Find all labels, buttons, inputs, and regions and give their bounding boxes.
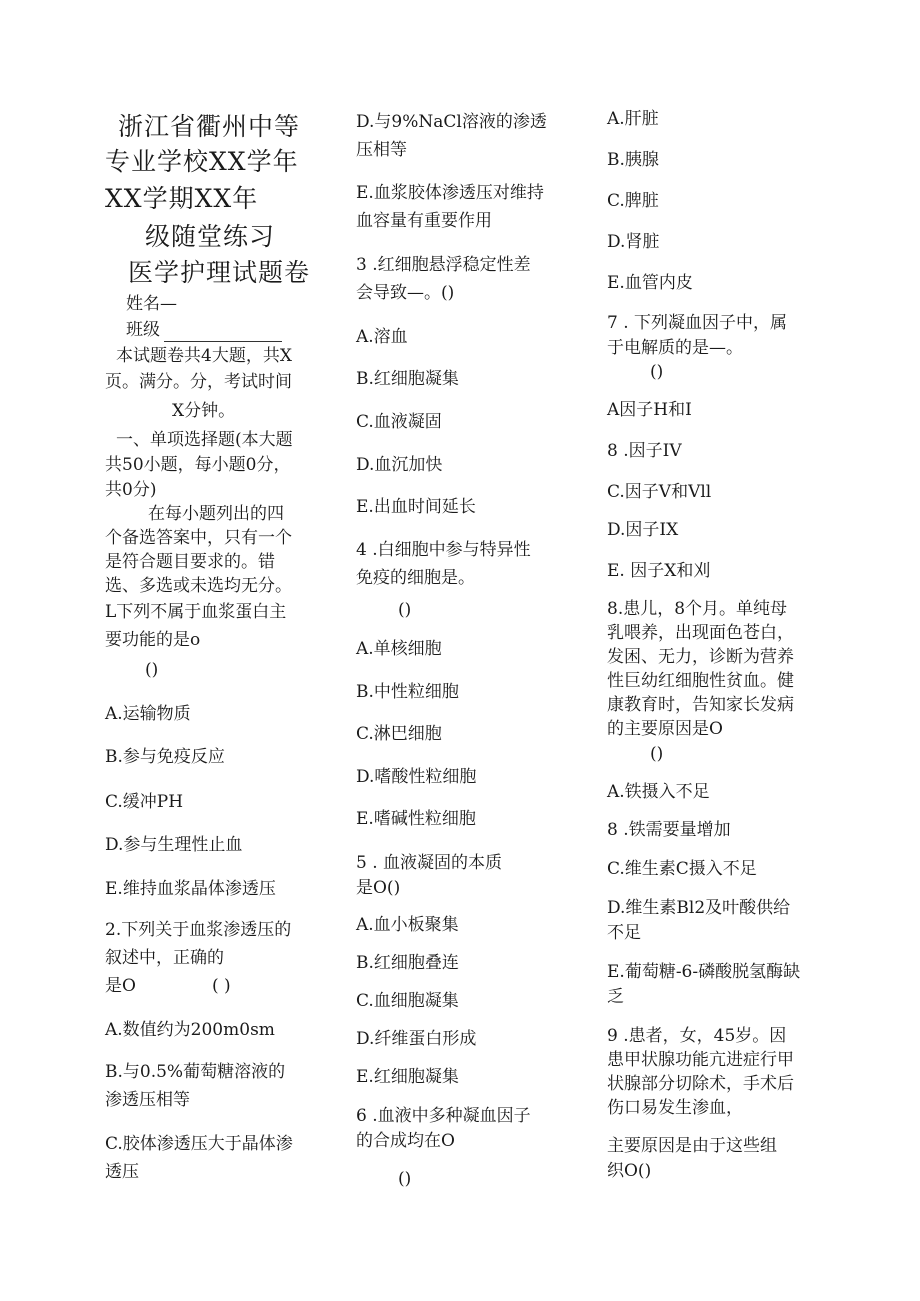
section1-heading-line-1: 一、单项选择题(本大题 — [116, 430, 293, 450]
q3-option-c: C.血液凝固 — [356, 412, 442, 432]
q2-option-b-line-2: 渗透压相等 — [105, 1090, 190, 1110]
q6-option-d: D.肾脏 — [607, 232, 660, 252]
q4-option-d: D.嗜酸性粒细胞 — [356, 767, 477, 787]
q4-option-a: A.单核细胞 — [356, 639, 442, 659]
q6-option-b: B.胰腺 — [607, 150, 659, 170]
q2-option-a: A.数值约为200m0sm — [105, 1020, 275, 1040]
title-line-4: 级随堂练习 — [145, 222, 276, 251]
section1-heading-line-2: 共50小题，每小题0分， — [105, 455, 291, 475]
q7-option-b: 8 .因子IV — [607, 441, 682, 461]
q3-option-d: D.血沉加快 — [356, 455, 443, 475]
q2-option-d-line-1: D.与9%NaCl溶液的渗透 — [356, 112, 547, 132]
q7-option-a: A因子H和I — [607, 400, 692, 420]
instructions-line-2: 个备选答案中，只有一个 — [105, 528, 292, 548]
q2-option-c-line-2: 透压 — [105, 1162, 139, 1182]
q1-option-c: C.缓冲PH — [105, 792, 184, 812]
q9-stem-line-2: 患甲状腺功能亢进症行甲 — [607, 1050, 794, 1070]
exam-info-line-3: X分钟。 — [172, 401, 236, 421]
q6-option-a: A.肝脏 — [607, 109, 659, 129]
q4-stem-line-2: 免疫的细胞是。 — [356, 568, 475, 588]
class-label: 班级 — [126, 320, 160, 340]
q9-stem-line-5: 主要原因是由于这些组 — [607, 1136, 777, 1156]
q7-answer-paren: () — [650, 362, 664, 382]
q8-option-b: 8 .铁需要量增加 — [607, 820, 731, 840]
q5-option-a: A.血小板聚集 — [356, 915, 459, 935]
q8-option-a: A.铁摄入不足 — [607, 782, 710, 802]
q5-stem-line-1: 5 . 血液凝固的本质 — [356, 853, 503, 873]
q8-stem-line-6: 的主要原因是O — [607, 719, 723, 739]
instructions-line-4: 选、多选或未选均无分。 — [105, 576, 292, 596]
q5-option-e: E.红细胞凝集 — [356, 1067, 459, 1087]
exam-info-line-1: 本试题卷共4大题，共X — [116, 346, 292, 366]
name-label: 姓名— — [126, 294, 177, 314]
section1-heading-line-3: 共0分) — [105, 480, 157, 500]
class-blank — [164, 323, 282, 342]
q9-stem-line-4: 伤口易发生渗血， — [607, 1098, 743, 1118]
q2-option-b-line-1: B.与0.5%葡萄糖溶液的 — [105, 1062, 286, 1082]
q6-option-e: E.血管内皮 — [607, 273, 693, 293]
q2-stem-line-1: 2.下列关于血浆渗透压的 — [105, 920, 292, 940]
q9-stem-line-3: 状腺部分切除术，手术后 — [607, 1074, 794, 1094]
q8-option-c: C.维生素C摄入不足 — [607, 859, 757, 879]
q8-option-d-line-2: 不足 — [607, 923, 641, 943]
q5-option-d: D.纤维蛋白形成 — [356, 1029, 477, 1049]
q8-option-e-line-1: E.葡萄糖-6-磷酸脱氢酶缺 — [607, 962, 801, 982]
q8-option-e-line-2: 乏 — [607, 987, 624, 1007]
q4-answer-paren: () — [398, 600, 412, 620]
exam-info-line-2: 页。满分。分，考试时间 — [105, 372, 292, 392]
q7-option-e: E. 因子X和刈 — [607, 561, 711, 581]
q7-stem-line-1: 7 . 下列凝血因子中，属 — [607, 313, 788, 333]
q8-stem-line-1: 8.患儿，8个月。单纯母 — [607, 599, 788, 619]
q6-stem-line-1: 6 .血液中多种凝血因子 — [356, 1106, 531, 1126]
q8-answer-paren: () — [650, 744, 664, 764]
q3-stem-line-1: 3 .红细胞悬浮稳定性差 — [356, 255, 531, 275]
q7-option-c: C.因子V和Vll — [607, 482, 712, 502]
q6-answer-paren: () — [398, 1169, 412, 1189]
q1-option-b: B.参与免疫反应 — [105, 747, 225, 767]
instructions-line-3: 是符合题目要求的。错 — [105, 552, 275, 572]
q3-stem-line-2: 会导致—。() — [356, 283, 455, 303]
q5-option-c: C.血细胞凝集 — [356, 991, 459, 1011]
q8-stem-line-2: 乳喂养，出现面色苍白， — [607, 623, 794, 643]
q8-stem-line-5: 康教育时，告知家长发病 — [607, 695, 794, 715]
title-line-2: 专业学校XX学年 — [105, 147, 299, 176]
q1-option-d: D.参与生理性止血 — [105, 835, 243, 855]
q2-option-e-line-2: 血容量有重要作用 — [356, 211, 492, 231]
q9-stem-line-1: 9 .患者，女，45岁。因 — [607, 1026, 787, 1046]
title-line-1: 浙江省衢州中等 — [118, 112, 301, 141]
q4-option-b: B.中性粒细胞 — [356, 682, 459, 702]
q2-option-c-line-1: C.胶体渗透压大于晶体渗 — [105, 1134, 293, 1154]
q2-answer-paren: ( ) — [212, 976, 231, 996]
q4-option-c: C.淋巴细胞 — [356, 724, 442, 744]
q2-option-d-line-2: 压相等 — [356, 140, 407, 160]
q2-stem-line-3: 是O — [105, 976, 136, 996]
q1-answer-paren: () — [145, 660, 159, 680]
q4-stem-line-1: 4 .白细胞中参与特异性 — [356, 540, 531, 560]
q8-option-d-line-1: D.维生素Bl2及叶酸供给 — [607, 898, 791, 918]
q4-option-e: E.嗜碱性粒细胞 — [356, 809, 476, 829]
q3-option-b: B.红细胞凝集 — [356, 369, 459, 389]
q1-option-e: E.维持血浆晶体渗透压 — [105, 879, 276, 899]
q8-stem-line-4: 性巨幼红细胞性贫血。健 — [607, 671, 794, 691]
q3-option-e: E.出血时间延长 — [356, 497, 476, 517]
q2-option-e-line-1: E.血浆胶体渗透压对维持 — [356, 183, 544, 203]
title-line-3: XX学期XX年 — [105, 184, 259, 213]
q5-stem-line-2: 是O() — [356, 878, 401, 898]
q1-stem-line-2: 要功能的是o — [105, 630, 201, 650]
q6-stem-line-2: 的合成均在O — [356, 1131, 455, 1151]
instructions-line-1: 在每小题列出的四 — [148, 504, 284, 524]
q2-stem-line-2: 叙述中，正确的 — [105, 948, 224, 968]
q1-option-a: A.运输物质 — [105, 704, 191, 724]
q7-stem-line-2: 于电解质的是—。 — [607, 338, 743, 358]
q8-stem-line-3: 发困、无力，诊断为营养 — [607, 647, 794, 667]
q9-stem-line-6: 织O() — [607, 1161, 652, 1181]
q5-option-b: B.红细胞叠连 — [356, 953, 459, 973]
q6-option-c: C.脾脏 — [607, 191, 659, 211]
q7-option-d: D.因子IX — [607, 520, 679, 540]
title-line-5: 医学护理试题卷 — [128, 258, 311, 287]
q3-option-a: A.溶血 — [356, 327, 408, 347]
q1-stem-line-1: L下列不属于血浆蛋白主 — [105, 602, 287, 622]
class-field — [126, 318, 282, 342]
